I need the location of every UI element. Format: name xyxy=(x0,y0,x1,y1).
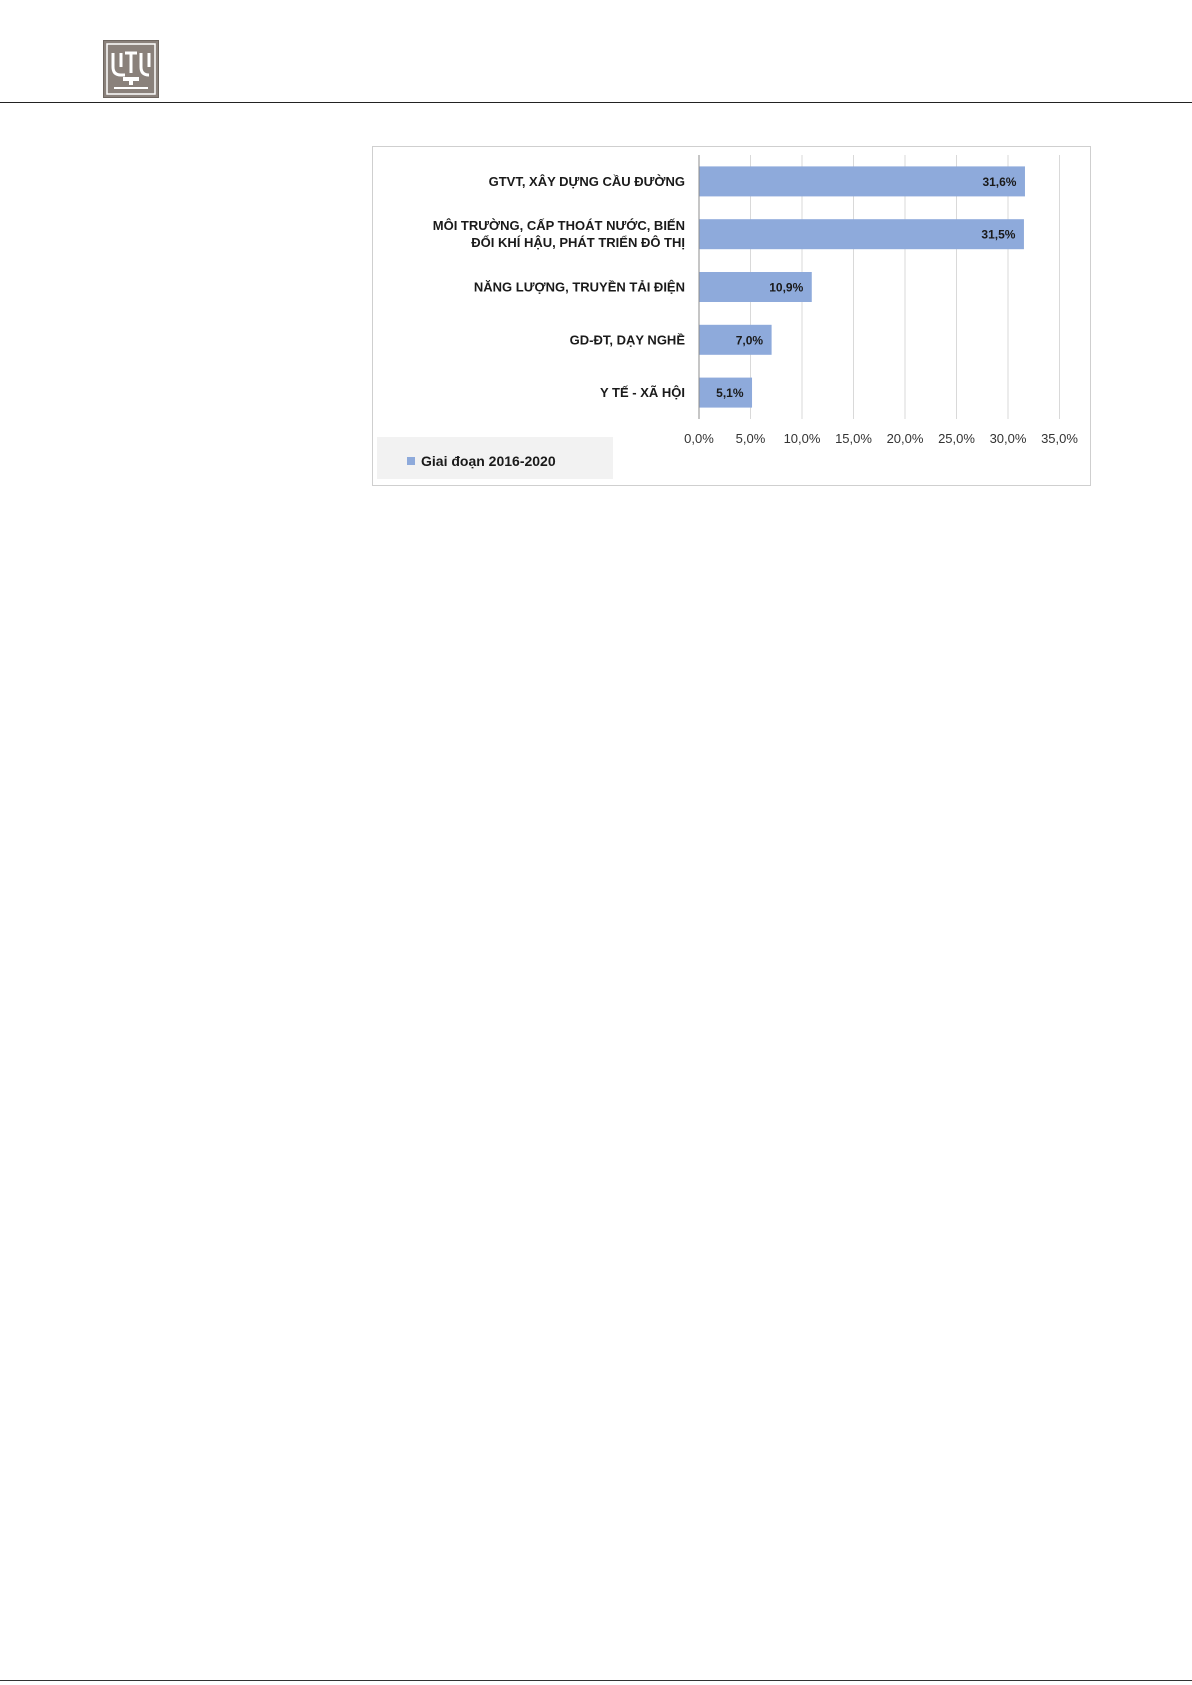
x-tick-label: 20,0% xyxy=(886,431,924,446)
category-label: GTVT, XÂY DỰNG CẦU ĐƯỜNG xyxy=(488,173,685,189)
chart-legend xyxy=(377,437,613,479)
data-label: 31,6% xyxy=(982,174,1017,189)
chart-category-labels xyxy=(433,174,686,400)
x-tick-label: 0,0% xyxy=(684,431,714,446)
legend-swatch xyxy=(407,457,415,465)
chart-container xyxy=(372,146,1091,486)
x-tick-label: 25,0% xyxy=(938,431,975,446)
data-label: 31,5% xyxy=(981,227,1016,242)
x-tick-label: 10,0% xyxy=(783,431,821,446)
x-tick-label: 5,0% xyxy=(735,431,766,446)
category-label: Y TẾ - XÃ HỘI xyxy=(600,385,685,401)
footer-rule xyxy=(0,1680,1192,1681)
x-tick-label: 15,0% xyxy=(835,431,872,446)
header-rule xyxy=(0,102,1192,103)
data-label: 7,0% xyxy=(735,333,764,348)
university-logo-icon xyxy=(103,40,159,98)
category-label: NĂNG LƯỢNG, TRUYỀN TẢI ĐIỆN xyxy=(473,279,685,295)
category-label: GD-ĐT, DẠY NGHỀ xyxy=(569,332,685,348)
category-label: ĐỔI KHÍ HẬU, PHÁT TRIỂN ĐÔ THỊ xyxy=(471,235,685,251)
category-label: MÔI TRƯỜNG, CẤP THOÁT NƯỚC, BIẾN xyxy=(432,218,685,234)
x-tick-label: 35,0% xyxy=(1041,431,1078,446)
bar-chart xyxy=(373,147,1090,485)
chart-bars xyxy=(700,166,1025,407)
data-label: 10,9% xyxy=(769,280,804,295)
chart-x-tick-labels xyxy=(684,431,1078,446)
data-label: 5,1% xyxy=(716,386,744,401)
bar xyxy=(700,219,1024,249)
legend-label: Giai đoạn 2016-2020 xyxy=(421,453,556,469)
bar xyxy=(700,166,1025,196)
x-tick-label: 30,0% xyxy=(989,431,1027,446)
